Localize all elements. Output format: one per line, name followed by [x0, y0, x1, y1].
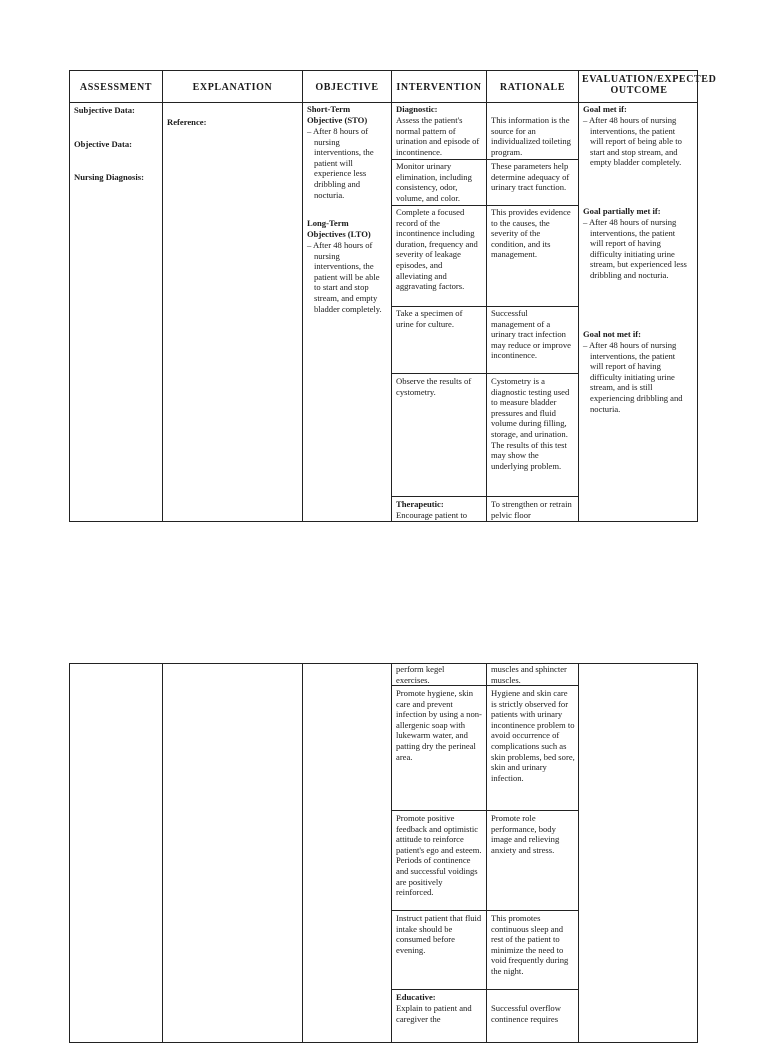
column-divider: [302, 663, 303, 1043]
intervention-positive-feedback: Promote positive feedback and optimistic attitude to reinforce patient's ego and esteem. Periods of continence and successful voidings are positively reinforced.: [396, 813, 482, 898]
row-divider: [391, 373, 578, 374]
column-divider: [302, 70, 303, 522]
row-divider: [391, 306, 578, 307]
column-divider: [162, 70, 163, 522]
column-divider: [391, 70, 392, 522]
header-assessment: ASSESSMENT: [79, 82, 153, 93]
rationale-overflow-continence: Successful overflow continence requires: [491, 1003, 561, 1024]
rationale-role-performance: Promote role performance, body image and relieving anxiety and stress.: [491, 813, 560, 855]
header-intervention: INTERVENTION: [396, 82, 482, 93]
row-divider: [391, 159, 578, 160]
header-objective: OBJECTIVE: [315, 82, 379, 93]
rationale-evidence: This provides evidence to the causes, the severity of the condition, and its management.: [491, 207, 571, 260]
intervention-hygiene: Promote hygiene, skin care and prevent infection by using a non-allergenic soap with lukewarm water, and patting dry the perineal area.: [396, 688, 482, 762]
diagnostic-label: Diagnostic:: [396, 104, 438, 114]
intervention-focused-record: Complete a focused record of the incontinence including duration, frequency and severity of leakage episodes, and alleviating and aggravating factors.: [396, 207, 478, 292]
goal-not-met-text: – After 48 hours of nursing interventions, the patient will report of having difficulty initiating urine stream, and is still experiencing dribbling and nocturia.: [583, 340, 683, 414]
rationale-pelvic-floor-part1: To strengthen or retrain pelvic floor: [491, 499, 572, 520]
objective-data-label: Objective Data:: [74, 139, 132, 149]
header-rationale: RATIONALE: [499, 82, 566, 93]
care-plan-table-page-2: [69, 663, 698, 1043]
header-evaluation: EVALUATION/EXPECTED OUTCOME: [582, 74, 717, 96]
row-divider: [391, 205, 578, 206]
column-divider: [486, 70, 487, 522]
rationale-infection-management: Successful management of a urinary tract infection may reduce or improve incontinence.: [491, 308, 571, 361]
row-divider: [391, 989, 578, 990]
intervention-cystometry: Observe the results of cystometry.: [396, 376, 472, 397]
intervention-monitor-elimination: Monitor urinary elimination, including consistency, odor, volume, and color.: [396, 161, 472, 203]
intervention-assess-pattern: Assess the patient's normal pattern of urination and episode of incontinence.: [396, 115, 480, 157]
intervention-urine-culture: Take a specimen of urine for culture.: [396, 308, 463, 329]
sto-title: Short-Term Objective (STO): [307, 104, 368, 125]
reference-label: Reference:: [167, 117, 207, 127]
row-divider: [391, 810, 578, 811]
goal-partially-met-text: – After 48 hours of nursing interventions, the patient will report of having difficulty initiating urine stream, but experienced less dribbling and nocturia.: [583, 217, 687, 280]
header-divider: [69, 102, 698, 103]
header-explanation: EXPLANATION: [192, 82, 273, 93]
goal-met-text: – After 48 hours of nursing interventions, the patient will report of being able to start and stop stream, and empty bladder completely.: [583, 115, 682, 168]
rationale-cystometry: Cystometry is a diagnostic testing used to measure bladder pressures and fluid volume during filling, storage, and urination. The results of this test may show the underlying problem.: [491, 376, 570, 471]
row-divider: [391, 496, 578, 497]
rationale-sleep: This promotes continuous sleep and rest of the patient to minimize the need to void frequently during the night.: [491, 913, 569, 976]
rationale-pelvic-floor-part2: muscles and sphincter muscles.: [491, 664, 567, 685]
rationale-hygiene: Hygiene and skin care is strictly observed for patients with urinary incontinence problem to avoid occurrence of complications such as skin problems, bed sore, skin and urinary infection.: [491, 688, 575, 783]
column-divider: [391, 663, 392, 1043]
lto-title: Long-Term Objectives (LTO): [307, 218, 371, 239]
sto-text: – After 8 hours of nursing interventions, the patient will experience less dribbling and nocturia.: [307, 126, 374, 200]
lto-text: – After 48 hours of nursing interventions, the patient will be able to start and stop stream, and empty bladder completely.: [307, 240, 382, 314]
goal-not-met-label: Goal not met if:: [583, 329, 641, 339]
subjective-data-label: Subjective Data:: [74, 105, 135, 115]
nursing-diagnosis-label: Nursing Diagnosis:: [74, 172, 144, 182]
educative-label: Educative:: [396, 992, 436, 1002]
column-divider: [162, 663, 163, 1043]
intervention-explain: Explain to patient and caregiver the: [396, 1003, 472, 1024]
rationale-toileting-program: This information is the source for an individualized toileting program.: [491, 115, 571, 157]
intervention-kegel-part2: perform kegel exercises.: [396, 664, 445, 685]
column-divider: [486, 663, 487, 1043]
intervention-kegel-part1: Encourage patient to: [396, 510, 468, 520]
row-divider: [391, 910, 578, 911]
goal-met-label: Goal met if:: [583, 104, 627, 114]
rationale-urinary-function: These parameters help determine adequacy of urinary tract function.: [491, 161, 570, 193]
column-divider: [578, 70, 579, 522]
column-divider: [578, 663, 579, 1043]
intervention-fluid-intake: Instruct patient that fluid intake should be consumed before evening.: [396, 913, 482, 955]
therapeutic-label: Therapeutic:: [396, 499, 444, 509]
goal-partially-met-label: Goal partially met if:: [583, 206, 661, 216]
